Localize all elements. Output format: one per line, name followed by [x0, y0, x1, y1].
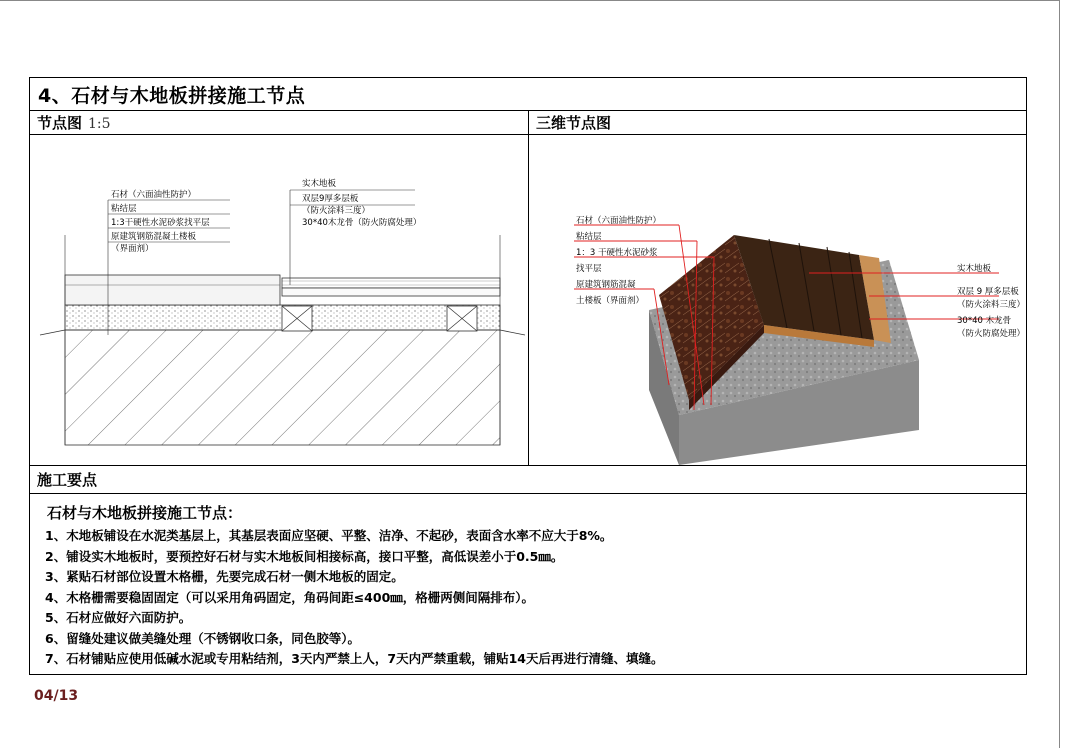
note-item: 6、留缝处建议做美缝处理（不锈钢收口条，同色胶等）。 [45, 630, 360, 646]
iso-right-labels [957, 263, 1025, 339]
iso-label-bonding: 粘结层 [576, 232, 602, 242]
left-label-group [108, 189, 230, 254]
iso-label-anti-rot: （防火防腐处理） [957, 329, 1026, 339]
label-bonding: 粘结层 [111, 204, 137, 214]
page-border-top [0, 0, 1060, 1]
sheet-title: 4、石材与木地板拼接施工节点 [38, 85, 306, 107]
section-right-heading: 三维节点图 [536, 114, 612, 132]
note-item: 3、紧贴石材部位设置木格栅，先要完成石材一侧木地板的固定。 [45, 569, 404, 584]
iso-drawing-svg [529, 135, 1026, 465]
iso-label-interface: 土楼板（界面剂） [576, 296, 645, 306]
label-plywood: 双层9厚多层板 [302, 194, 359, 204]
construction-notes [38, 502, 1018, 670]
section-drawing [30, 135, 528, 465]
iso-left-labels [576, 215, 661, 306]
label-joist: 30*40木龙骨（防火防腐处理） [302, 218, 422, 228]
notes-heading-row [30, 465, 1026, 494]
iso-label-fire-coat: （防火涂料三度） [957, 300, 1026, 310]
label-wood-floor: 实木地板 [302, 179, 337, 189]
section-drawing-svg [30, 135, 528, 465]
iso-label-stone: 石材（六面油性防护） [576, 216, 662, 226]
label-fire-coat: （防火涂料三度） [302, 206, 371, 216]
note-item: 7、石材铺贴应使用低碱水泥或专用粘结剂，3天内严禁上人，7天内严禁重载，铺贴14天后再进行清缝、填缝。 [45, 651, 664, 666]
iso-label-leveling: 找平层 [576, 264, 602, 274]
label-interface: （界面剂） [111, 244, 154, 254]
iso-label-mortar: 1：3 干硬性水泥砂浆 [576, 248, 658, 258]
plywood-layer [282, 288, 500, 296]
page-number: 04/13 [34, 688, 79, 704]
label-stone: 石材（六面油性防护） [111, 190, 197, 200]
notes-title: 石材与木地板拼接施工节点： [47, 504, 243, 522]
iso-label-joist: 30*40 木龙骨 [957, 316, 1012, 326]
scale-label: 1:5 [88, 116, 111, 132]
stone-layer [65, 275, 280, 305]
label-slab: 原建筑钢筋混凝土楼板 [111, 232, 197, 242]
label-mortar: 1:3干硬性水泥砂浆找平层 [111, 218, 210, 228]
iso-label-slab: 原建筑钢筋混凝 [576, 280, 636, 290]
section-drawing-label: 节点图 [37, 114, 83, 132]
title-row [30, 78, 1026, 111]
iso-label-wood: 实木地板 [957, 264, 992, 274]
iso-drawing [529, 135, 1026, 465]
detail-sheet [29, 77, 1027, 675]
notes-heading: 施工要点 [37, 471, 98, 489]
page-border-right [1059, 0, 1060, 748]
section-left-heading [37, 112, 111, 133]
right-label-group [290, 178, 421, 228]
note-item: 2、铺设实木地板时，要预控好石材与实木地板间相接标高，接口平整，高低误差小于0.5㎜。 [45, 548, 564, 564]
iso-label-plywood: 双层 9 厚多层板 [957, 287, 1019, 297]
concrete-slab [65, 330, 500, 445]
note-item: 1、木地板铺设在水泥类基层上，其基层表面应坚硬、平整、洁净、不起砂，表面含水率不应大于8%。 [45, 528, 613, 543]
note-item: 5、石材应做好六面防护。 [45, 610, 192, 625]
wood-floor-layer [282, 278, 500, 288]
note-item: 4、木格栅需要稳固固定（可以采用角码固定，角码间距≤400㎜，格栅两侧间隔排布）。 [45, 589, 535, 605]
